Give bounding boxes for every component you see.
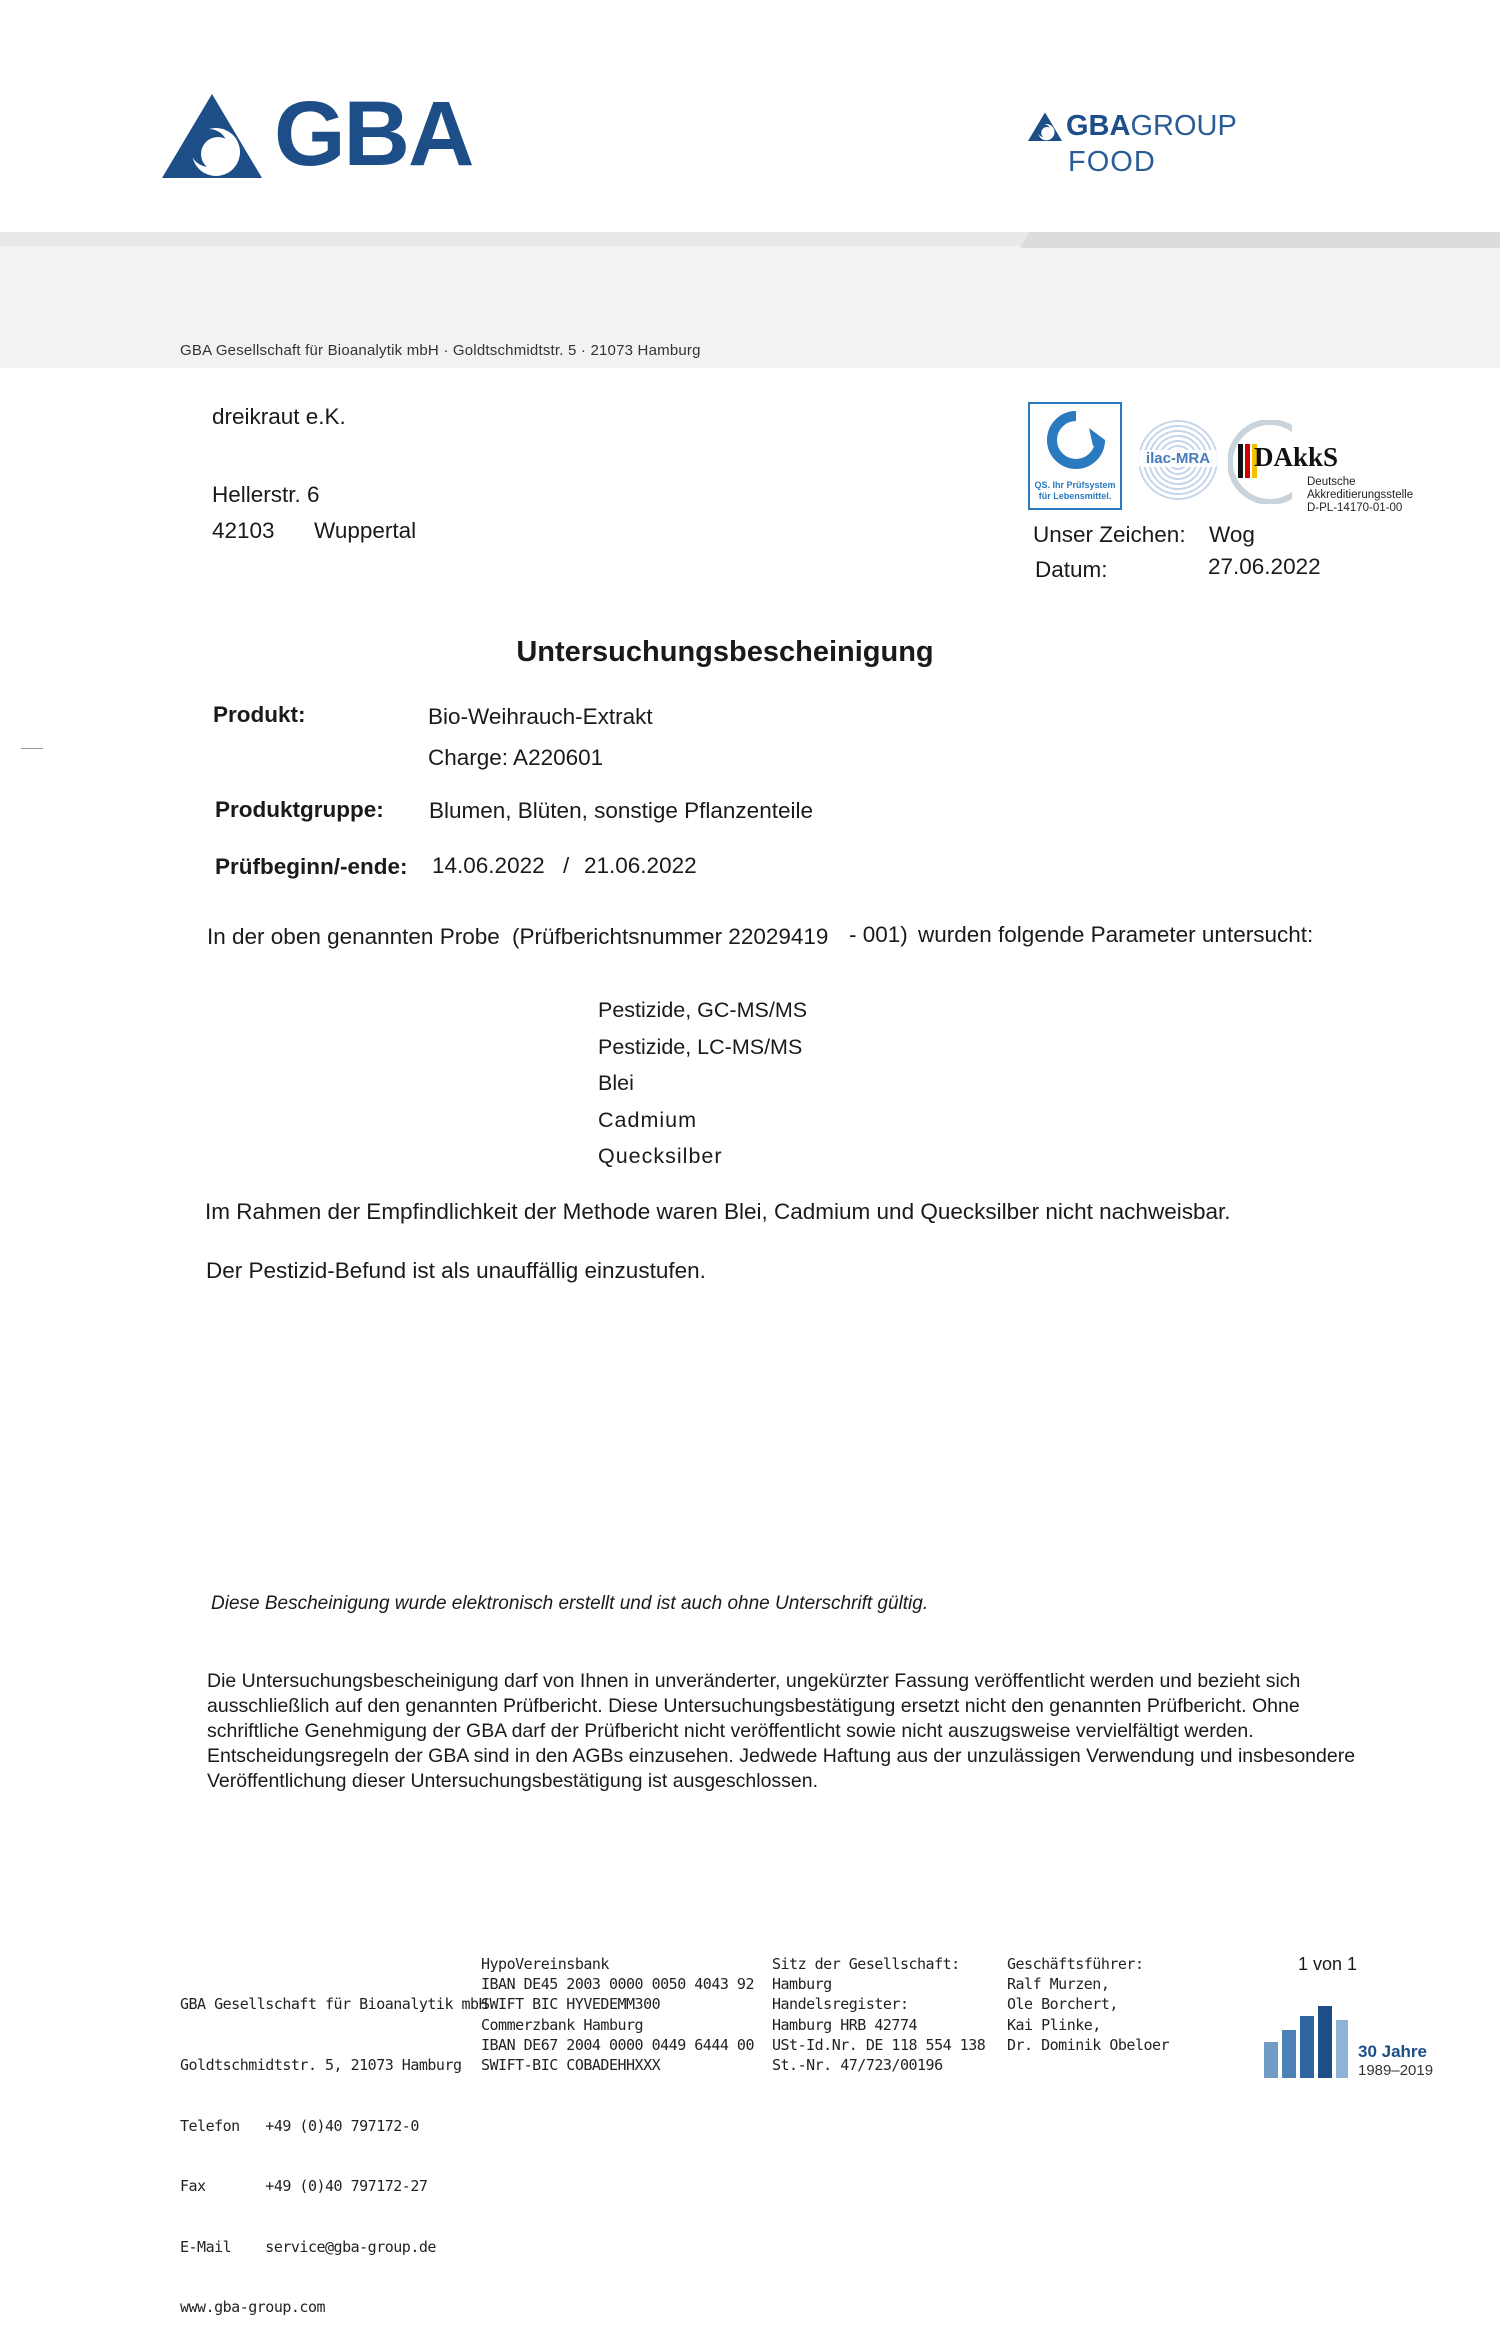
dakks-sub1: Deutsche	[1307, 476, 1356, 488]
footer-management	[1007, 1954, 1169, 2055]
parameter-item: Pestizide, GC-MS/MS	[598, 998, 808, 1022]
sender-line: GBA Gesellschaft für Bioanalytik mbH · Goldtschmidtstr. 5 · 21073 Hamburg	[180, 342, 701, 359]
margin-mark	[21, 748, 43, 749]
dakks-id: D-PL-14170-01-00	[1307, 502, 1403, 514]
parameter-list	[598, 992, 807, 1175]
footer-line: Fax +49 (0)40 797172-27	[180, 2177, 428, 2196]
disclaimer-line: Entscheidungsregeln der GBA sind in den AGBs einzusehen. Jedwede Haftung aus der unzulässigen Verwendung und insbesondere	[207, 1745, 1356, 1767]
ilac-label: ilac-MRA	[1138, 450, 1218, 467]
footer-line: Telefon +49 (0)40 797172-0	[180, 2116, 419, 2135]
footer-line: Kai Plinke,	[1007, 2015, 1101, 2034]
test-period-label: Prüfbeginn/-ende:	[215, 854, 408, 879]
recipient-city: Wuppertal	[314, 518, 417, 543]
footer-registry	[772, 1954, 985, 2075]
gba-logo-icon	[162, 94, 262, 180]
intro-part4: wurden folgende Parameter untersucht:	[918, 922, 1314, 947]
disclaimer-line: Die Untersuchungsbescheinigung darf von Ihnen in unveränderter, ungekürzter Fassung veröffentlicht werden und bezieht sich	[207, 1670, 1301, 1692]
parameter-item: Blei	[598, 1071, 634, 1095]
parameter-item: Quecksilber	[598, 1144, 723, 1168]
date-label: Datum:	[1035, 557, 1108, 582]
test-period-separator: /	[563, 853, 570, 878]
qs-label: QS. Ihr Prüfsystem für Lebensmittel.	[1034, 480, 1116, 501]
footer-line: Ole Borchert,	[1007, 1995, 1118, 2014]
gba-group-food-logo	[1028, 110, 1268, 184]
test-end-date: 21.06.2022	[584, 853, 697, 878]
disclaimer-line: schriftliche Genehmigung der GBA darf der Prüfbericht nicht veröffentlicht sowie nicht auszugsweise vervielfältigt werden.	[207, 1720, 1254, 1742]
disclaimer-line: ausschließlich auf den genannten Prüfbericht. Diese Untersuchungsbestätigung ersetzt nicht den genannten Prüfbericht. Ohne	[207, 1695, 1300, 1717]
result-heavy-metals: Im Rahmen der Empfindlichkeit der Methode waren Blei, Cadmium und Quecksilber nicht nachweisbar.	[205, 1199, 1231, 1224]
footer-line: Handelsregister:	[772, 1995, 909, 2014]
ilac-mra-logo	[1138, 420, 1218, 500]
anniversary-logo	[1262, 2002, 1462, 2082]
footer-line: IBAN DE45 2003 0000 0050 4043 92	[481, 1975, 754, 1994]
reference-label: Unser Zeichen:	[1033, 522, 1186, 547]
disclaimer-line: Veröffentlichung dieser Untersuchungsbestätigung ist ausgeschlossen.	[207, 1770, 819, 1792]
footer-line: IBAN DE67 2004 0000 0449 6444 00	[481, 2035, 754, 2054]
footer-bank	[481, 1954, 754, 2075]
header-rule-accent	[1020, 232, 1500, 248]
product-label: Produkt:	[213, 702, 306, 727]
footer-line: Sitz der Gesellschaft:	[772, 1955, 960, 1973]
group-logo-food: FOOD	[1068, 146, 1156, 178]
group-logo-light: GROUP	[1130, 110, 1237, 142]
footer-line: Goldtschmidtstr. 5, 21073 Hamburg	[180, 2056, 462, 2075]
anniversary-years: 1989–2019	[1358, 2062, 1434, 2079]
qs-certification-logo	[1028, 402, 1122, 510]
footer-line: SWIFT BIC HYVEDEMM300	[481, 1995, 661, 2014]
footer-line: SWIFT-BIC COBADEHHXXX	[481, 2056, 661, 2075]
recipient-zip: 42103	[212, 518, 275, 543]
product-value: Bio-Weihrauch-Extrakt	[428, 704, 653, 729]
footer-line: Geschäftsführer:	[1007, 1955, 1144, 1973]
footer-line: E-Mail service@gba-group.de	[180, 2237, 436, 2256]
dakks-title: DAkkS	[1254, 442, 1339, 472]
gba-logo-text: GBA	[274, 83, 473, 185]
charge-value: Charge: A220601	[428, 745, 604, 770]
recipient-street: Hellerstr. 6	[212, 482, 320, 507]
dakks-logo	[1228, 420, 1428, 520]
intro-part1: In der oben genannten Probe	[207, 924, 500, 949]
parameter-item: Pestizide, LC-MS/MS	[598, 1034, 803, 1059]
reference-value: Wog	[1209, 522, 1255, 547]
product-group-label: Produktgruppe:	[215, 797, 384, 822]
dakks-sub2: Akkreditierungsstelle	[1307, 489, 1414, 501]
footer-line: Dr. Dominik Obeloer	[1007, 2035, 1170, 2054]
footer-line: USt-Id.Nr. DE 118 554 138	[772, 2035, 986, 2054]
qs-arrow-icon	[1041, 410, 1111, 470]
parameter-item: Cadmium	[598, 1107, 697, 1132]
page-number: 1 von 1	[1298, 1954, 1358, 1974]
footer-line: Commerzbank Hamburg	[481, 2015, 644, 2034]
footer-company	[180, 1954, 487, 2338]
anniversary-bars-icon	[1262, 2002, 1352, 2080]
intro-report-number: (Prüfberichtsnummer 22029419	[512, 924, 829, 949]
disclaimer	[207, 1669, 1355, 1794]
electronic-signature-note: Diese Bescheinigung wurde elektronisch erstellt und ist auch ohne Unterschrift gültig.	[211, 1593, 929, 1614]
result-pesticides: Der Pestizid-Befund ist als unauffällig einzustufen.	[206, 1258, 706, 1283]
group-logo-bold: GBA	[1066, 110, 1131, 142]
gba-group-icon	[1028, 112, 1062, 142]
gba-logo	[162, 83, 482, 185]
test-start-date: 14.06.2022	[432, 853, 545, 878]
date-value: 27.06.2022	[1208, 554, 1321, 579]
recipient-name: dreikraut e.K.	[212, 404, 346, 429]
footer-line: GBA Gesellschaft für Bioanalytik mbH	[180, 1995, 488, 2014]
footer-line: HypoVereinsbank	[481, 1955, 609, 1973]
product-group-value: Blumen, Blüten, sonstige Pflanzenteile	[429, 798, 813, 823]
intro-report-suffix: - 001)	[849, 922, 908, 947]
footer-line: Hamburg HRB 42774	[772, 2015, 918, 2034]
footer-line: St.-Nr. 47/723/00196	[772, 2056, 943, 2075]
footer-line: Hamburg	[772, 1975, 832, 1994]
footer-line: www.gba-group.com	[180, 2298, 326, 2317]
document-title: Untersuchungsbescheinigung	[516, 636, 934, 668]
footer-line: Ralf Murzen,	[1007, 1975, 1110, 1994]
anniversary-title: 30 Jahre	[1358, 2042, 1427, 2061]
